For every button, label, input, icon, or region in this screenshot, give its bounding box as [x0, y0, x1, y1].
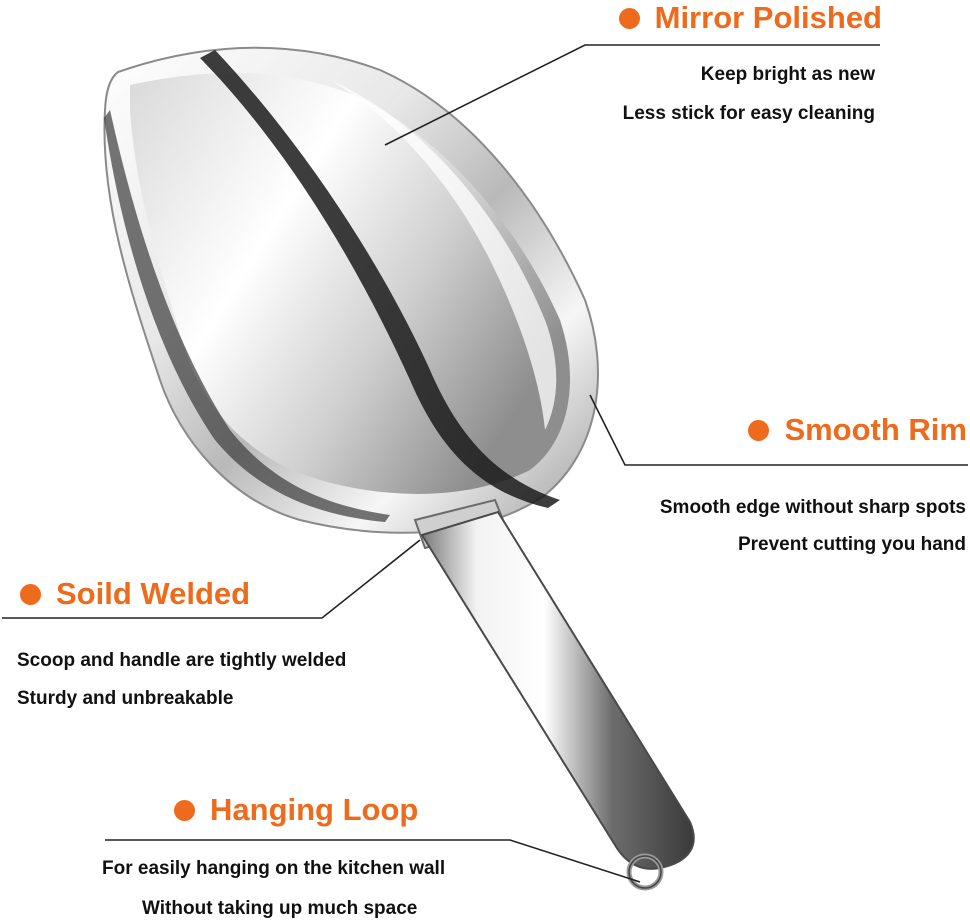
orange-dot-icon: [619, 8, 640, 29]
orange-dot-icon: [174, 800, 195, 821]
hanging-loop-line-1: For easily hanging on the kitchen wall: [102, 858, 446, 879]
hanging-loop-title: Hanging Loop: [210, 792, 419, 827]
soild-welded-title: Soild Welded: [56, 576, 251, 611]
smooth-rim-title: Smooth Rim: [784, 412, 967, 447]
mirror-callout-line: [385, 45, 880, 145]
mirror-polished-line-2: Less stick for easy cleaning: [622, 103, 875, 124]
soild-welded-line-1: Scoop and handle are tightly welded: [17, 650, 347, 671]
hanging-loop-line-2: Without taking up much space: [142, 898, 418, 919]
mirror-polished-title: Mirror Polished: [654, 0, 882, 35]
mirror-polished-heading: [619, 0, 882, 36]
orange-dot-icon: [748, 420, 769, 441]
mirror-polished-line-1: Keep bright as new: [700, 64, 875, 85]
hanging-loop-heading: [174, 792, 418, 828]
orange-dot-icon: [20, 584, 41, 605]
soild-welded-heading: [20, 576, 250, 612]
smooth-rim-heading: [748, 412, 967, 448]
smooth-rim-line-1: Smooth edge without sharp spots: [659, 497, 966, 518]
soild-welded-line-2: Sturdy and unbreakable: [17, 688, 234, 709]
smooth-rim-line-2: Prevent cutting you hand: [737, 534, 966, 555]
